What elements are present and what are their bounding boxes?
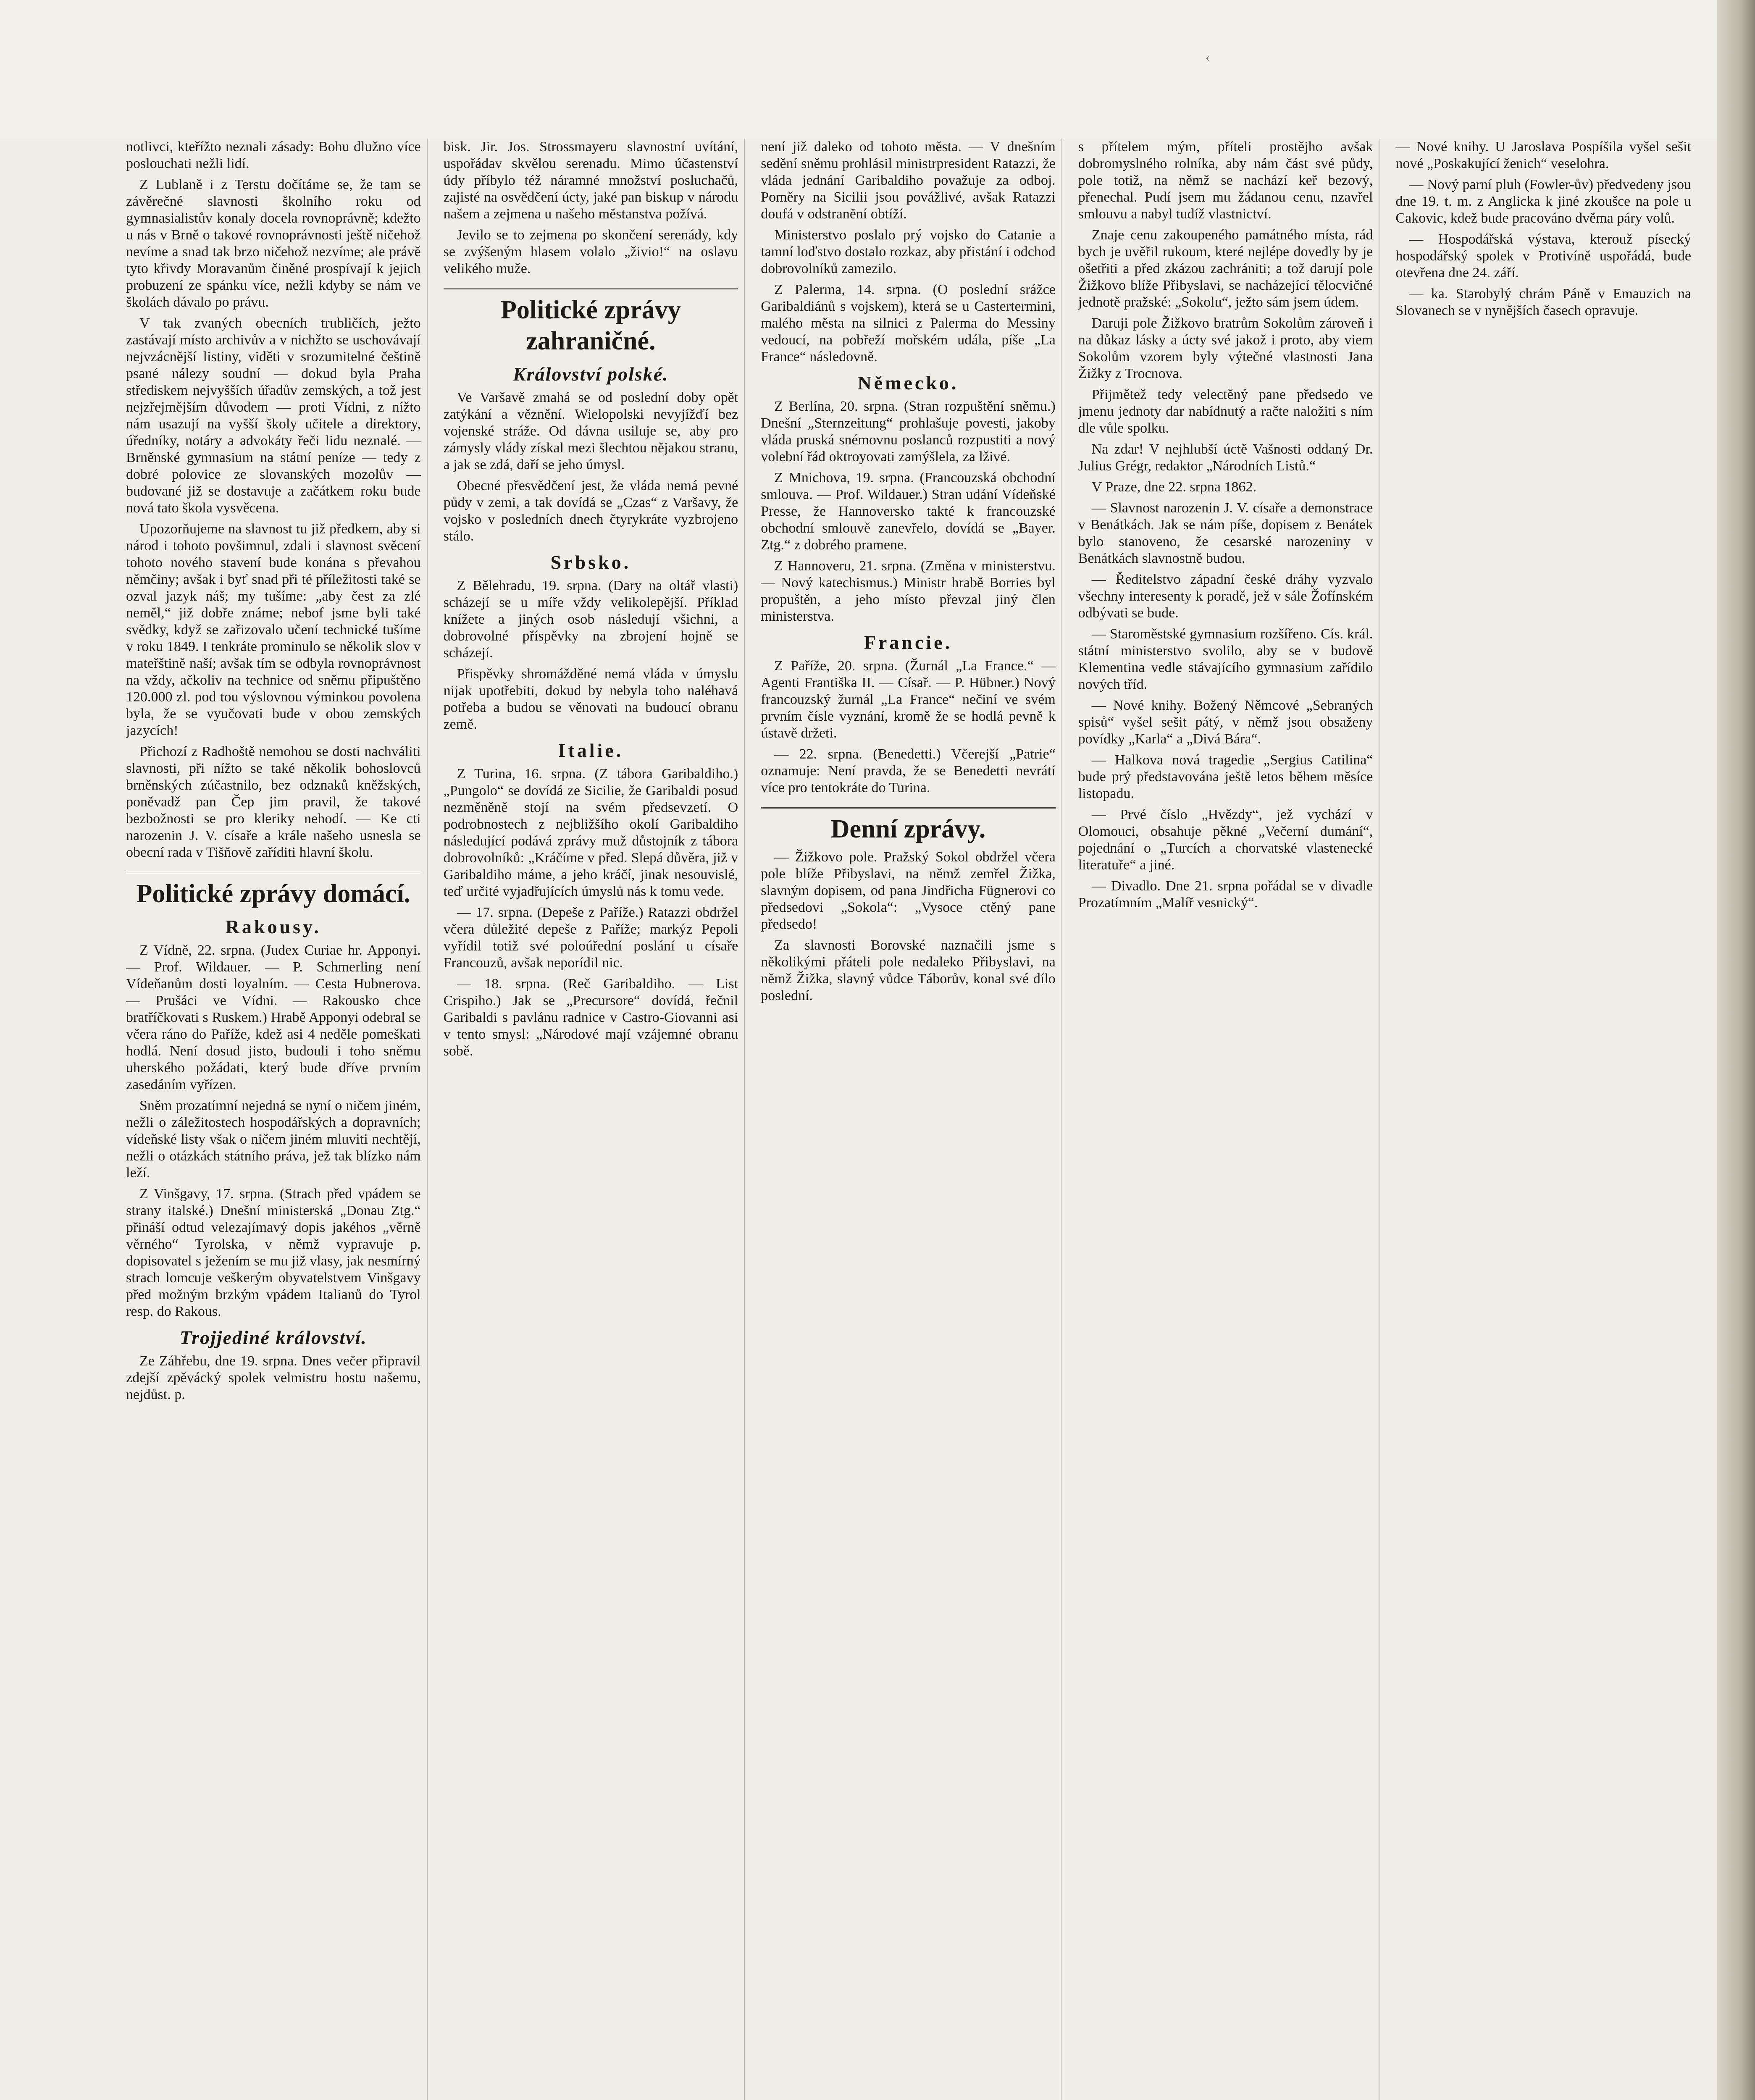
paragraph: — 17. srpna. (Depeše z Paříže.) Ratazzi obdržel včera důležité depeše z Paříže; markýz Pepoli vyřídil totiž své poloúřední poslání u císaře Francouzů, avšak neporídil nic. [443,905,738,971]
paragraph: Obecné přesvědčení jest, že vláda nemá pevné půdy v zemi, a tak dovídá se „Czas“ z Varšavy, že vojsko v posledních dnech čtyrykráte vyzbrojeno stálo. [443,478,738,544]
sub-heading: Francie. [864,632,953,653]
paragraph: — Prvé číslo „Hvězdy“, jež vychází v Olomouci, obsahuje pěkné „Večerní dumání“, pojednání o „Turcích a chorvatské vlastenecké literatuře“ a jiné. [1078,807,1373,873]
paragraph: Z Palerma, 14. srpna. (O poslední srážce Garibaldiánů s vojskem), která se u Castertermini, malého města na silnici z Palerma do Messiny vedoucí, na pobřeží mořském udála, píše „La France“ následovně. [761,282,1056,365]
paragraph: Za slavnosti Borovské naznačili jsme s několikými přáteli pole nedaleko Přibyslavi, na němž Žižka, slavný vůdce Táborův, konal své dílo poslední. [761,937,1056,1003]
sub-heading: Království polské. [513,363,669,385]
paragraph: Z Mnichova, 19. srpna. (Francouzská obchodní smlouva. — Prof. Wildauer.) Stran udání Vídeňské Presse, že Hannoversko takté k francouzské obchodní smlouvě zanevřelo, dovídá se „Bayer. Ztg.“ z dobrého pramene. [761,470,1056,553]
page-top-margin [0,0,1717,139]
paragraph: Znaje cenu zakoupeného památného místa, rád bych je uvěřil rukoum, které nejlépe dovedly by je ošetřiti a před zkázou zachrániti; a tož darují pole Žižkovo blíže Přibyslavi, se nacházející tělocvičné jednotě pražské: „Sokolu“, ježto sám jsem údem. [1078,227,1373,310]
sub-heading: Rakousy. [225,916,321,937]
paragraph: není již daleko od tohoto města. — V dnešním sedění sněmu prohlásil ministrpresident Ratazzi, že vláda jednání Garibaldiho považuje za odboj. Poměry na Sicilii jsou povážlivé, avšak Ratazzi doufá v odstranění obtíží. [761,139,1056,222]
paragraph: — 22. srpna. (Benedetti.) Včerejší „Patrie“ oznamuje: Není pravda, že se Benedetti nevrátí více pro tentokráte do Turina. [761,746,1056,795]
sub-heading: Trojjediné království. [179,1327,367,1348]
paragraph: — ka. Starobylý chrám Páně v Emauzich na Slovanech se v nynějších časech opravuje. [1395,286,1691,318]
column-5 [1395,139,1697,2100]
sub-heading: Německo. [857,372,959,394]
paragraph: Ministerstvo poslalo prý vojsko do Catanie a tamní loďstvo dostalo rozkaz, aby přistání i odchod dobrovolníků zamezilo. [761,227,1056,276]
page-binding-edge [1717,0,1755,2100]
paragraph: bisk. Jir. Jos. Strossmayeru slavnostní uvítání, uspořádav skvělou serenadu. Mimo účastenství údy příbylo též náramné množství posluchačů, zajisté na osvědčení úcty, jaké pan biskup v národu našem a zejmena u našeho městanstva požívá. [443,139,738,222]
paragraph: — 18. srpna. (Reč Garibaldiho. — List Crispiho.) Jak se „Precursore“ dovídá, řečnil Garibaldi s pavlánu radnice v Castro-Giovanni asi v tento smysl: „Národové mají vzájemné obranu sobě. [443,976,738,1059]
paragraph: Daruji pole Žižkovo bratrům Sokolům zároveň i na důkaz lásky a úcty své jakož i proto, aby viem Sokolům vzorem byly výtečné vlastnosti Jana Žižky z Trocnova. [1078,315,1373,381]
paragraph: V tak zvaných obecních trubličích, ježto zastávají místo archivův a v nichžto se uschovávají nejvzácnější listiny, viděti v srozumitelné češtině psané nálezy soudní — dokud byla Praha střediskem nejvyšších úřadův zemských, a tož jest nejzřejmějším důvodem — proti Vídni, z nížto nám usazují na vyšší školy učitele a direktory, úředníky, notáry a advokáty řeči lidu neznalé. — Brněnské gymnasium na státní peníze — tedy z dobré polovice ze slovanských mozolův — budované již se dostavuje a začátkem roku bude nová tato škola vysvěcena. [126,315,421,516]
column-1 [126,139,428,2100]
paragraph: Z Paříže, 20. srpna. (Žurnál „La France.“ — Agenti Františka II. — Císař. — P. Hübner.) Nový francouzský žurnál „La France“ nečiní ve svém prvním čísle vyznání, kromě že se hodlá pevně k ústavě držeti. [761,658,1056,741]
paragraph: — Nový parní pluh (Fowler-ův) předvedeny jsou dne 19. t. m. z Anglicka k jiné zkoušce na pole u Cakovic, kdež bude pracováno dvěma páry volů. [1395,177,1691,226]
paragraph: V Praze, dne 22. srpna 1862. [1091,479,1256,495]
section-heading: Denní zprávy. [761,807,1056,845]
paragraph: Přijmětež tedy velectěný pane předsedo ve jmenu jednoty dar nabídnutý a račte naložiti s ním dle vůle spolku. [1078,387,1373,436]
paragraph: — Nové knihy. Božený Němcové „Sebraných spisů“ vyšel sešit pátý, v němž jsou obsaženy povídky „Karla“ a „Divá Bára“. [1078,698,1373,747]
paragraph: Upozorňujeme na slavnost tu již předkem, aby si národ i tohoto povšimnul, zdali i slavnost svěcení tohoto nového stavení bude konána s převahou němčiny; avšak i byť snad při té příležitosti také se ozval jazyk náš; my tušíme: „aby čest za zlé neměl,“ již dobře známe; nebof jsme byli také svědky, když se zařizovalo učení technické tušíme v roku 1849. I tenkráte prominulo se několik slov v mateřštině naší; avšak tím se odbyla rovnoprávnost na vždy, ačkoliv na technice od sněmu připuštěno 120.000 zl. pod tou výslovnou výminkou povolena byla, že se vyučovati bude v obou zemských jazycích! [126,521,421,738]
paragraph: — Nové knihy. U Jaroslava Pospíšila vyšel sešit nové „Poskakující ženich“ veselohra. [1395,139,1691,171]
paragraph: Ve Varšavě zmahá se od poslední doby opět zatýkání a věznění. Wielopolski nevyjížďí bez vojenské stráže. Od dávna usiluje se, aby pro zámysly vlády získal mezi šlechtou nějakou stranu, a jak se zdá, daří se jeho úmysl. [443,390,738,472]
paragraph: Z Lublaně i z Terstu dočítáme se, že tam se závěrečné slavnosti školního roku od gymnasialistův konaly docela rovnoprávně; kdežto u nás v Brně o takové rovnoprávnosti ještě ničehož nevíme a snad tak brzo ničehož nezvíme; ale právě tyto křivdy Moravanům činěné prospívají k jejich probuzení ze spánku více, nežli kdyby se nám ve školách dávalo po právu. [126,177,421,310]
paragraph: Z Bělehradu, 19. srpna. (Dary na oltář vlasti) scházejí se u míře vždy velikolepější. Příklad knížete a jiných osob následují všichni, a dobrovolné příspěvky na zbrojení hojně se scházejí. [443,578,738,661]
paragraph: Sněm prozatímní nejedná se nyní o ničem jiném, nežli o záležitostech hospodářských a dopravních; vídeňské listy však o ničem jiném mluviti nechtějí, nežli o otázkách státního práva, jež tak blízko nám leží. [126,1098,421,1181]
paragraph: Z Berlína, 20. srpna. (Stran rozpuštění sněmu.) Dnešní „Sternzeitung“ prohlašuje povesti, jakoby vláda pruská snémovnu poslanců rozpustiti a nový volební řád oktroyovati zamýšlela, za lživé. [761,399,1056,465]
sub-heading: Italie. [558,740,624,761]
paragraph: notlivci, kteřížto neznali zásady: Bohu dlužno více poslouchati nežli lidí. [126,139,421,171]
section-heading: Politické zprávy zahraničné. [444,288,738,357]
section-heading: Politické zprávy domácí. [126,872,421,909]
column-4 [1078,139,1380,2100]
text-columns [126,139,1697,2100]
paragraph: Ze Záhřebu, dne 19. srpna. Dnes večer připravil zdejší zpěvácký spolek velmistru hostu našemu, nejdůst. p. [126,1353,421,1402]
column-3 [761,139,1062,2100]
paragraph: — Divadlo. Dne 21. srpna pořádal se v divadle Prozatímním „Malíř vesnický“. [1078,878,1373,911]
paragraph: — Staroměstské gymnasium rozšířeno. Cís. král. státní ministerstvo svolilo, aby se v budově Klementina vedle stávajícího gymnasium zařídilo nových tříd. [1078,626,1373,692]
paragraph: Přispěvky shromážděné nemá vláda v úmyslu nijak upotřebiti, dokud by nebyla toho naléhavá potřeba a budou se věnovati na budoucí obranu země. [443,666,738,732]
paragraph: Z Hannoveru, 21. srpna. (Změna v ministerstvu. — Nový katechismus.) Ministr hrabě Borries byl propuštěn, a jeho místo převzal jiný člen ministerstva. [761,558,1056,624]
corner-mark: ‹ [1206,50,1210,64]
paragraph: Z Turina, 16. srpna. (Z tábora Garibaldiho.) „Pungolo“ se dovídá ze Sicilie, že Garibaldi posud nezměněně stojí na svém předsevzetí. O podrobnostech z nejbližšího okolí Garibaldiho následující podává zprávy muž důstojník z tábora dobrovolníků: „Kráčíme v před. Slepá důvěra, již v Garibaldiho máme, a jeho kráčí, jinak nesouvislé, teď určité vyjadřujících úmyslů nás k tomu vede. [443,766,738,899]
paragraph: Z Vídně, 22. srpna. (Judex Curiae hr. Apponyi. — Prof. Wildauer. — P. Schmerling není Vídeňanům dosti loyalním. — Cesta Hubnerova. — Prušáci ve Vídni. — Rakousko chce bratříčkovati s Ruskem.) Hrabě Apponyi odebral se včera ráno do Paříže, kdež asi 4 neděle pomeškati hodlá. Není dosud jisto, budouli i toho sněmu uherského požádati, který bude dříve prvním zasedáním vyřízen. [126,942,421,1092]
paragraph: — Žižkovo pole. Pražský Sokol obdržel včera pole blíže Přibyslavi, na němž zemřel Žižka, slavným dopisem, od pana Jindřicha Fügnerovi co předsedovi „Sokola“: „Vysoce ctěný pane předsedo! [761,849,1056,932]
paragraph: Z Vinšgavy, 17. srpna. (Strach před vpádem se strany italské.) Dnešní ministerská „Donau Ztg.“ přináší odtud velezajímavý dopis jakéhos „věrně věrného“ Tyrolska, v němž vypravuje p. dopisovatel s ježením se mu již vlasy, jak nesmírný strach lomcuje veškerým obyvatelstvem Vinšgavy před možným brzkým vpádem Italianů do Tyrol resp. do Rakous. [126,1186,421,1319]
paragraph: Na zdar! V nejhlubší úctě Vašnosti oddaný Dr. Julius Grégr, redaktor „Národních Listů.“ [1078,441,1373,474]
paragraph: s přítelem mým, příteli prostějho avšak dobromyslného rolníka, aby nám část své půdy, pole totiž, na němž se nachází keř bezový, přenechal. Pudí jsem mu žádanou cenu, nzavřel smlouvu a nabyl tudíž vlastnictví. [1078,139,1373,222]
paragraph: Jevilo se to zejmena po skončení serenády, kdy se zvýšeným hlasem volalo „živio!“ na oslavu velikého muže. [443,227,738,276]
paragraph: — Ředitelstvo západní české dráhy vyzvalo všechny interesenty k poradě, jež v sále Žofínském odbývati se bude. [1078,572,1373,621]
paragraph: — Slavnost narozenin J. V. císaře a demonstrace v Benátkách. Jak se nám píše, dopisem z Benátek bylo stanoveno, že cesarské narozeniny v Benátkách slavnostně budou. [1078,500,1373,566]
paragraph: — Halkova nová tragedie „Sergius Catilina“ bude prý představována ještě letos během měsíce listopadu. [1078,752,1373,801]
sub-heading: Srbsko. [550,551,631,573]
column-2 [444,139,745,2100]
paragraph: Přichozí z Radhoště nemohou se dosti nachváliti slavnosti, při nížto se také několik bohoslovců brněnských zúčastnilo, bez odznaků kněžských, poněvadž pan Čep jim pravil, že takové bezbožnosti se pro kleriky nehodí. — Ke cti narozenin J. V. císaře a krále našeho usnesla se obecní rada v Tišňově zaříditi hlavní školu. [126,744,421,860]
paragraph: — Hospodářská výstava, kterouž písecký hospodářský spolek v Protivíně uspořádá, bude otevřena dne 24. září. [1395,231,1691,281]
